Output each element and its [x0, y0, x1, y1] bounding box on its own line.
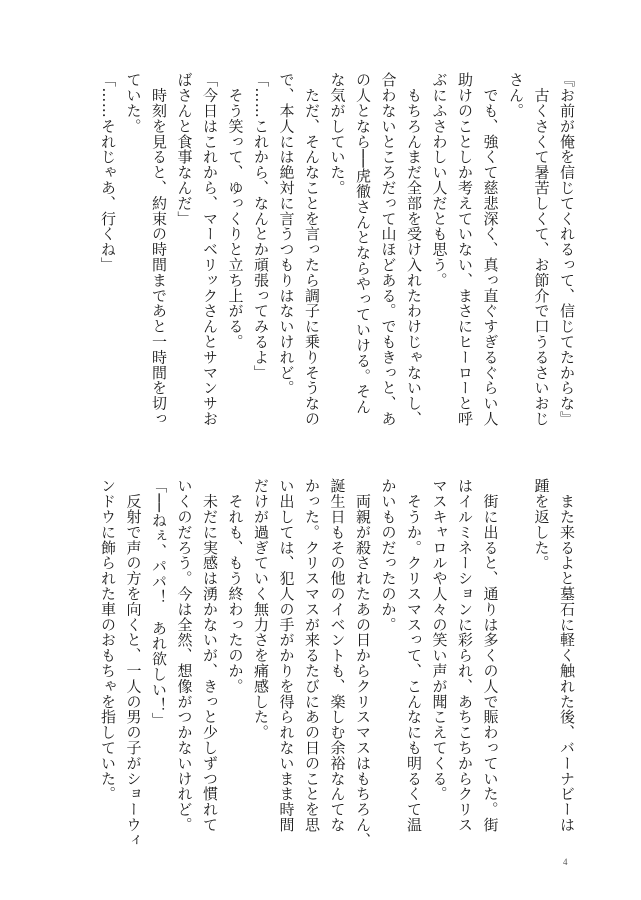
text-column: 誕生日もその他のイベントも、楽しむ余裕なんてな: [328, 478, 347, 833]
text-column: な気がしていた。: [328, 72, 347, 196]
text-column: 『お前が俺を信じてくれるって、信じてたからな』: [558, 72, 576, 427]
text-column: いくのだろう。今は全然、想像がつかないけれど。: [175, 478, 194, 833]
text-column: 踵を返した。: [532, 478, 551, 571]
text-column: で、本人には絶対に言うつもりはないけれど。: [277, 72, 296, 396]
text-column: ただ、そんなことを言ったら調子に乗りそうなの: [303, 72, 321, 427]
text-column: また来るよと墓石に軽く触れた後、バーナビーは: [558, 478, 576, 833]
text-column: い出しては、犯人の手がかりを得られないまま時間: [277, 478, 296, 833]
text-column: 「……これから、なんとか頑張ってみるよ」: [252, 72, 270, 380]
text-column: それも、もう終わったのか。: [226, 478, 245, 694]
text-column: かった。クリスマスが来るたびにあの日のことを思: [303, 478, 321, 833]
text-column: 「今日はこれから、マーベリックさんとサマンサお: [201, 72, 219, 427]
text-column: そう笑って、ゆっくりと立ち上がる。: [226, 72, 245, 350]
page-number: 4: [563, 857, 568, 867]
text-column: でも、強くて慈悲深く、真っ直ぐすぎるぐらい人: [481, 72, 500, 427]
text-column: 「──ねぇ、パパ！ あれ欲しい！」: [150, 478, 168, 728]
text-column: 街に出ると、通りは多くの人で賑わっていた。街: [481, 478, 500, 833]
text-column: ていた。: [124, 72, 143, 134]
bottom-text-block: [95, 478, 580, 848]
text-column: ンドウに飾られた車のおもちゃを指していた。: [99, 478, 117, 802]
text-column: 両親が殺されたあの日からクリスマスはもちろん、: [354, 478, 372, 848]
text-column: かいものだったのか。: [379, 478, 398, 632]
text-column: そうか。クリスマスって、こんなにも明るくて温: [405, 478, 423, 833]
text-column: さん。: [507, 72, 525, 119]
text-column: マスキャロルや人々の笑い声が聞こえてくる。: [430, 478, 449, 802]
text-column: 合わないところだって山ほどある。でもきっと、あ: [379, 72, 398, 427]
text-column: 「……それじゃあ、行くね」: [99, 72, 117, 273]
top-text-block: [95, 72, 580, 442]
text-column: ばさんと食事なんだ」: [175, 72, 194, 226]
text-column: 古くさくて暑苦しくて、お節介で口うるさいおじ: [532, 72, 551, 427]
text-column: の人となら──虎徹さんとならやっていける。そん: [354, 72, 372, 415]
text-column: 未だに実感は湧かないが、きっと少しずつ慣れて: [201, 478, 219, 833]
text-column: 反射で声の方を向くと、一人の男の子がショーウィ: [124, 478, 143, 848]
blank-column: [503, 478, 529, 848]
text-column: 助けのことしか考えていない、まさにヒーローと呼: [456, 72, 474, 427]
text-column: もちろんまだ全部を受け入れたわけじゃないし、: [405, 72, 423, 427]
text-column: 時刻を見ると、約束の時間まであと一時間を切っ: [150, 72, 168, 427]
text-column: ぶにふさわしい人だとも思う。: [430, 72, 449, 288]
text-column: だけが過ぎていく無力さを痛感した。: [252, 478, 270, 740]
text-column: はイルミネーションに彩られ、あちこちからクリス: [456, 478, 474, 833]
